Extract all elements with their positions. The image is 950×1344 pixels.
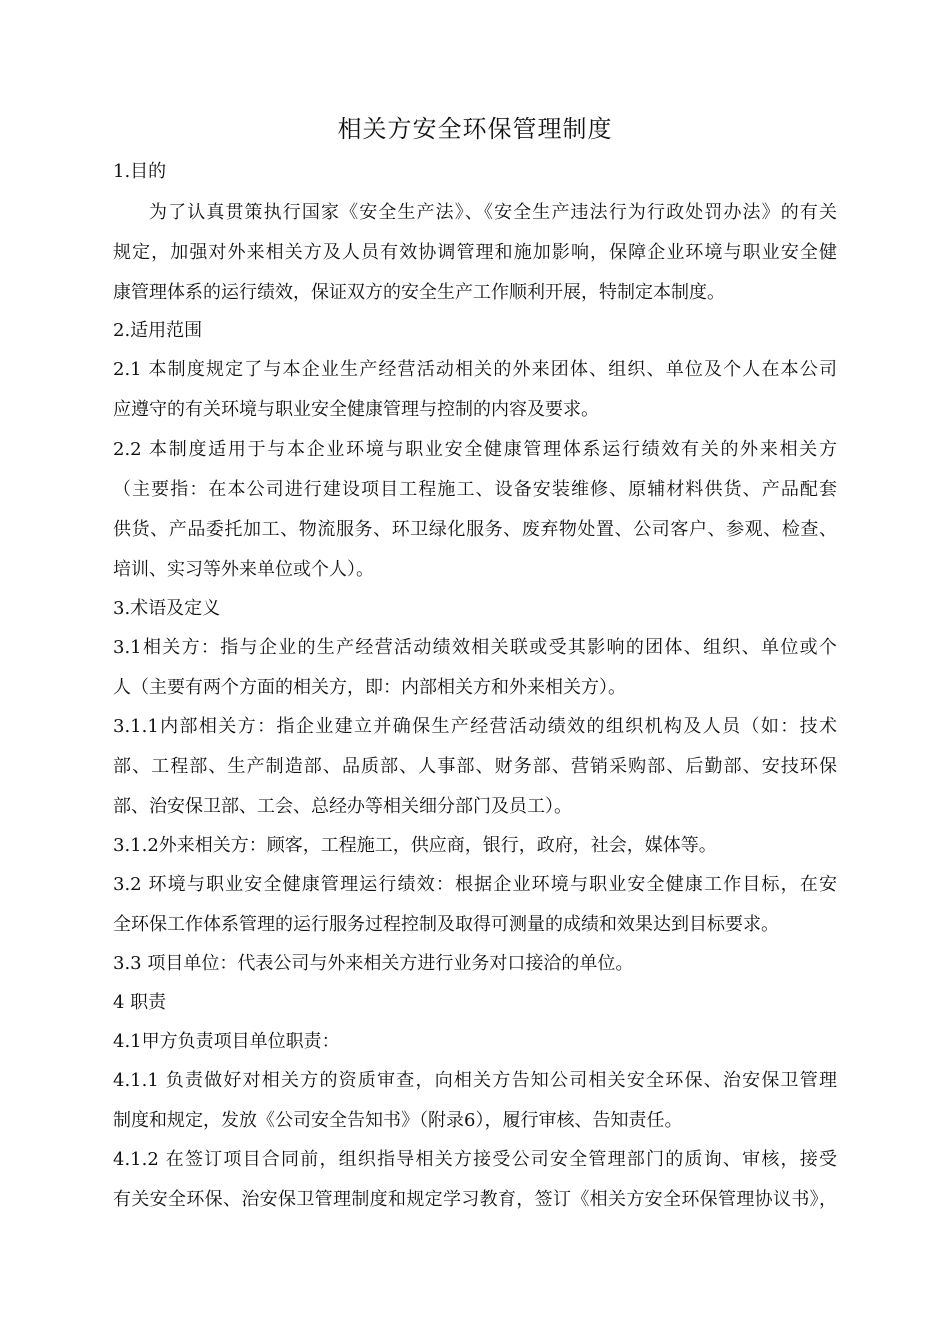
paragraph-line: 康管理体系的运行绩效，保证双方的安全生产工作顺利开展，特制定本制度。 — [113, 282, 725, 303]
section-heading-scope: 2.适用范围 — [113, 320, 203, 341]
paragraph-line: 4.1.1 负责做好对相关方的资质审查，向相关方告知公司相关安全环保、治安保卫管理 — [113, 1070, 837, 1091]
paragraph-line: 3.1.2外来相关方：顾客，工程施工，供应商，银行，政府，社会，媒体等。 — [113, 835, 717, 856]
paragraph-line: 3.1相关方：指与企业的生产经营活动绩效相关联或受其影响的团体、组织、单位或个 — [113, 637, 837, 658]
paragraph-line: 规定，加强对外来相关方及人员有效协调管理和施加影响，保障企业环境与职业安全健 — [113, 242, 837, 263]
paragraph-line: 3.3 项目单位：代表公司与外来相关方进行业务对口接洽的单位。 — [113, 953, 634, 974]
paragraph-line: 应遵守的有关环境与职业安全健康管理与控制的内容及要求。 — [113, 399, 599, 420]
paragraph-line: 3.1.1内部相关方：指企业建立并确保生产经营活动绩效的组织机构及人员（如：技术 — [113, 716, 837, 737]
paragraph-line: 4.1甲方负责项目单位职责： — [113, 1031, 340, 1052]
paragraph-line: 部、治安保卫部、工会、总经办等相关细分部门及员工）。 — [113, 796, 572, 817]
paragraph-line: 制度和规定，发放《公司安全告知书》（附录6），履行审核、告知责任。 — [113, 1110, 683, 1131]
paragraph-line: （主要指：在本公司进行建设项目工程施工、设备安装维修、原辅材料供货、产品配套 — [113, 479, 837, 500]
section-heading-responsibilities: 4 职责 — [113, 992, 167, 1013]
paragraph-line: 2.1 本制度规定了与本企业生产经营活动相关的外来团体、组织、单位及个人在本公司 — [113, 359, 837, 380]
paragraph-line: 3.2 环境与职业安全健康管理运行绩效：根据企业环境与职业安全健康工作目标，在安 — [113, 874, 837, 895]
section-heading-terms: 3.术语及定义 — [113, 598, 221, 619]
paragraph-line: 供货、产品委托加工、物流服务、环卫绿化服务、废弃物处置、公司客户、参观、检查、 — [113, 519, 837, 540]
paragraph-line: 部、工程部、生产制造部、品质部、人事部、财务部、营销采购部、后勤部、安技环保 — [113, 756, 837, 777]
section-heading-purpose: 1.目的 — [113, 161, 167, 182]
paragraph-line: 培训、实习等外来单位或个人）。 — [113, 559, 374, 580]
paragraph-line: 2.2 本制度适用于与本企业环境与职业安全健康管理体系运行绩效有关的外来相关方 — [113, 439, 837, 460]
paragraph-line: 全环保工作体系管理的运行服务过程控制及取得可测量的成绩和效果达到目标要求。 — [113, 914, 779, 935]
paragraph-line: 人（主要有两个方面的相关方，即：内部相关方和外来相关方）。 — [113, 677, 626, 698]
paragraph-line: 4.1.2 在签订项目合同前，组织指导相关方接受公司安全管理部门的质询、审核，接受 — [113, 1149, 837, 1170]
paragraph-line: 有关安全环保、治安保卫管理制度和规定学习教育，签订《相关方安全环保管理协议书》， — [113, 1189, 837, 1210]
document-title: 相关方安全环保管理制度 — [337, 115, 613, 143]
paragraph-line: 为了认真贯策执行国家《安全生产法》、《安全生产违法行为行政处罚办法》的有关 — [149, 202, 837, 223]
